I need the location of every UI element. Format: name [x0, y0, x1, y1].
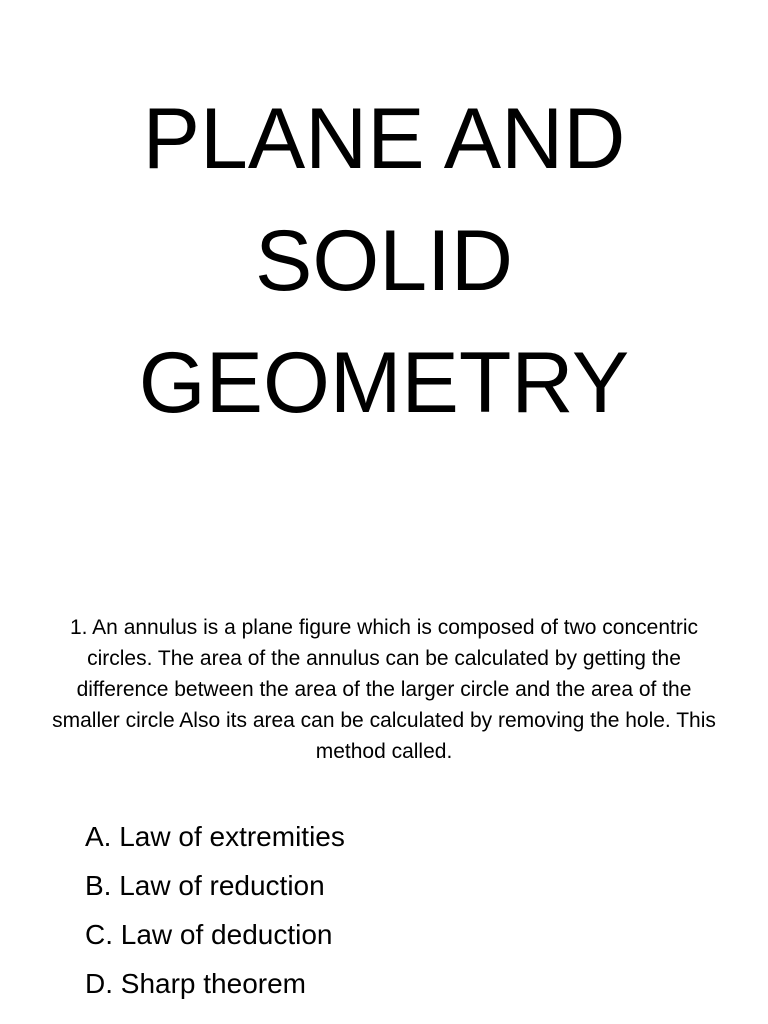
answer-options — [85, 812, 725, 1008]
title-line-3: GEOMETRY — [138, 335, 630, 431]
option-c: C. Law of deduction — [85, 919, 333, 950]
question-text: 1. An annulus is a plane figure which is composed of two concentric circles. The area of the annulus can be calculated by getting the difference between the area of the larger circle and the area of the smaller circle Also its area can be calculated by removing the hole. This method called. — [52, 616, 716, 763]
title-line-2: SOLID — [254, 213, 514, 309]
title-line-1: PLANE AND — [142, 91, 626, 187]
page-title — [0, 78, 768, 444]
option-b: B. Law of reduction — [85, 870, 325, 901]
option-a: A. Law of extremities — [85, 821, 345, 852]
option-d: D. Sharp theorem — [85, 968, 306, 999]
